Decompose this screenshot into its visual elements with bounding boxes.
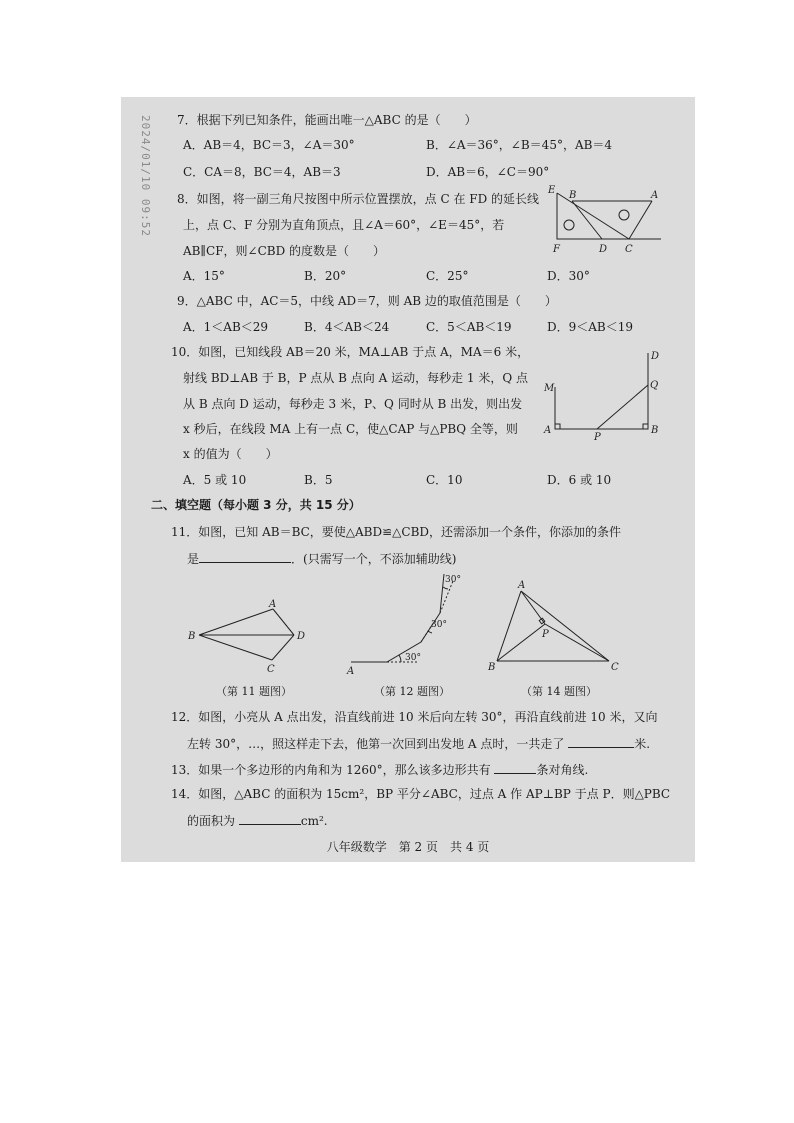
q14-line1: 14．如图，△ABC 的面积为 15cm²，BP 平分∠ABC，过点 A 作 AP⊥BP 于点 P．则△PBC (171, 787, 671, 801)
q10-label-m: M (544, 383, 555, 394)
q10-label-d: D (651, 351, 660, 362)
q10-label-b: B (651, 425, 659, 436)
q10-label-a: A (544, 425, 552, 436)
q10-option-c: C．10 (426, 473, 463, 487)
q11-segment-cd (272, 635, 294, 660)
q14-segment-ac (521, 591, 609, 661)
q13-answer-blank[interactable] (494, 761, 536, 774)
q14-segment-ab (497, 591, 521, 661)
q7-option-d: D．AB＝6，∠C＝90° (426, 165, 550, 179)
q8-circle-right (619, 210, 629, 220)
q10-line1: 10．如图，已知线段 AB＝20 米，MA⊥AB 于点 A，MA＝6 米， (171, 345, 530, 359)
q14-answer-blank[interactable] (239, 812, 301, 825)
q11-line2-suffix: ．(只需写一个，不添加辅助线) (291, 552, 457, 566)
q11-segment-bc (199, 635, 272, 660)
q12-line2-suffix: 米. (634, 737, 651, 751)
exam-page-photo (121, 97, 695, 862)
q9-stem: 9．△ABC 中，AC＝5，中线 AD＝7，则 AB 边的取值范围是（ ） (177, 294, 557, 308)
q10-right-angle-a (555, 424, 560, 429)
q8-label-d: D (599, 244, 608, 255)
q12-line1: 12．如图，小亮从 A 点出发，沿直线前进 10 米后向左转 30°，再沿直线前进 10 米，又向 (171, 710, 658, 724)
q14-line2 (187, 812, 328, 829)
q10-option-b: B．5 (304, 473, 333, 487)
q11-line2 (187, 550, 456, 567)
q9-option-d: D．9＜AB＜19 (547, 320, 634, 334)
q7-option-c: C．CA＝8，BC＝4，AB＝3 (183, 165, 341, 179)
q10-label-q: Q (650, 380, 659, 391)
q12-figure-caption: （第 12 题图） (374, 685, 450, 698)
q12-angle-arc-2 (428, 631, 432, 633)
q12-line2-prefix: 左转 30°，…，照这样走下去，他第一次回到出发地 A 点时，一共走了 (187, 737, 565, 751)
q14-segment-bp (497, 624, 545, 661)
q12-label-angle-2: 30° (431, 620, 447, 630)
q13-prefix: 13．如果一个多边形的内角和为 1260°，那么该多边形共有 (171, 763, 491, 777)
q11-label-c: C (267, 664, 275, 675)
q12-path (351, 574, 444, 662)
page-footer: 八年级数学 第 2 页 共 4 页 (326, 840, 490, 854)
q8-option-d: D．30° (547, 269, 590, 283)
q7-option-a: A．AB＝4，BC＝3，∠A＝30° (183, 138, 355, 152)
q12-label-angle-1: 30° (405, 653, 421, 663)
q9-option-c: C．5＜AB＜19 (426, 320, 512, 334)
q8-line1: 8．如图，将一副三角尺按图中所示位置摆放，点 C 在 FD 的延长线 (177, 192, 540, 206)
q10-line3: 从 B 点向 D 运动，每秒走 3 米，P、Q 同时从 B 出发，则出发 (183, 397, 523, 411)
q8-label-c: C (625, 244, 633, 255)
q14-segment-pc (545, 624, 609, 661)
q14-label-p: P (542, 629, 549, 640)
q11-segment-ad (273, 609, 294, 635)
q14-label-a: A (518, 580, 526, 591)
q8-label-f: F (553, 244, 560, 255)
q8-option-b: B．20° (304, 269, 347, 283)
q14-figure (484, 579, 624, 679)
q8-label-e: E (548, 185, 556, 196)
q12-angle-arc-3 (443, 587, 448, 589)
q10-option-d: D．6 或 10 (547, 473, 612, 487)
q8-label-a: A (651, 190, 659, 201)
q11-segment-ba (199, 609, 273, 635)
q10-right-angle-b (643, 424, 648, 429)
q8-figure (546, 183, 671, 257)
q12-label-a: A (347, 666, 355, 677)
q14-figure-caption: （第 14 题图） (521, 685, 597, 698)
q7-stem: 7．根据下列已知条件，能画出唯一△ABC 的是（ ） (177, 113, 477, 127)
q10-label-p: P (594, 432, 601, 443)
q10-line5: x 的值为（ ） (183, 447, 278, 461)
q14-label-c: C (611, 662, 619, 673)
q8-option-c: C．25° (426, 269, 469, 283)
q14-line2-prefix: 的面积为 (187, 814, 236, 828)
q8-edge-a-c (629, 201, 652, 239)
section-2-heading: 二、填空题（每小题 3 分，共 15 分） (151, 498, 361, 512)
q8-label-b: B (569, 190, 577, 201)
q12-answer-blank[interactable] (568, 735, 634, 748)
q9-option-b: B．4＜AB＜24 (304, 320, 390, 334)
q11-label-b: B (188, 631, 196, 642)
q12-label-angle-3: 30° (445, 575, 461, 585)
q10-option-a: A．5 或 10 (183, 473, 247, 487)
q11-label-d: D (297, 631, 306, 642)
q8-edge-e-c (557, 193, 629, 239)
q13-line (171, 761, 588, 778)
q14-label-b: B (488, 662, 496, 673)
q11-figure-caption: （第 11 题图） (216, 685, 292, 698)
q11-label-a: A (269, 599, 277, 610)
q10-figure (539, 347, 667, 443)
q12-angle-arc-1 (399, 655, 401, 662)
q10-segment-pq (597, 385, 648, 429)
q11-line1: 11．如图，已知 AB＝BC，要使△ABD≌△CBD，还需添加一个条件，你添加的条件 (171, 525, 622, 539)
q9-option-a: A．1＜AB＜29 (183, 320, 269, 334)
q8-circle-left (564, 220, 574, 230)
q12-line2 (187, 735, 650, 752)
q12-figure (341, 569, 471, 679)
q10-line2: 射线 BD⊥AB 于 B，P 点从 B 点向 A 运动，每秒走 1 米，Q 点 (183, 371, 529, 385)
q10-line4: x 秒后，在线段 MA 上有一点 C，使△CAP 与△PBQ 全等，则 (183, 422, 518, 436)
q8-line2: 上，点 C、F 分别为直角顶点，且∠A＝60°，∠E＝45°，若 (183, 218, 505, 232)
q14-line2-suffix: cm². (300, 814, 328, 828)
q13-suffix: 条对角线. (536, 763, 589, 777)
q8-edge-b-d (572, 201, 602, 239)
q11-answer-blank[interactable] (199, 550, 291, 563)
photo-timestamp: 2024/01/10 09:52 (139, 115, 152, 237)
q8-option-a: A．15° (183, 269, 225, 283)
q11-line2-prefix: 是 (187, 552, 200, 566)
q7-option-b: B．∠A＝36°，∠B＝45°，AB＝4 (426, 138, 613, 152)
q11-figure (185, 597, 315, 679)
q8-line3: AB∥CF，则∠CBD 的度数是（ ） (183, 244, 386, 258)
